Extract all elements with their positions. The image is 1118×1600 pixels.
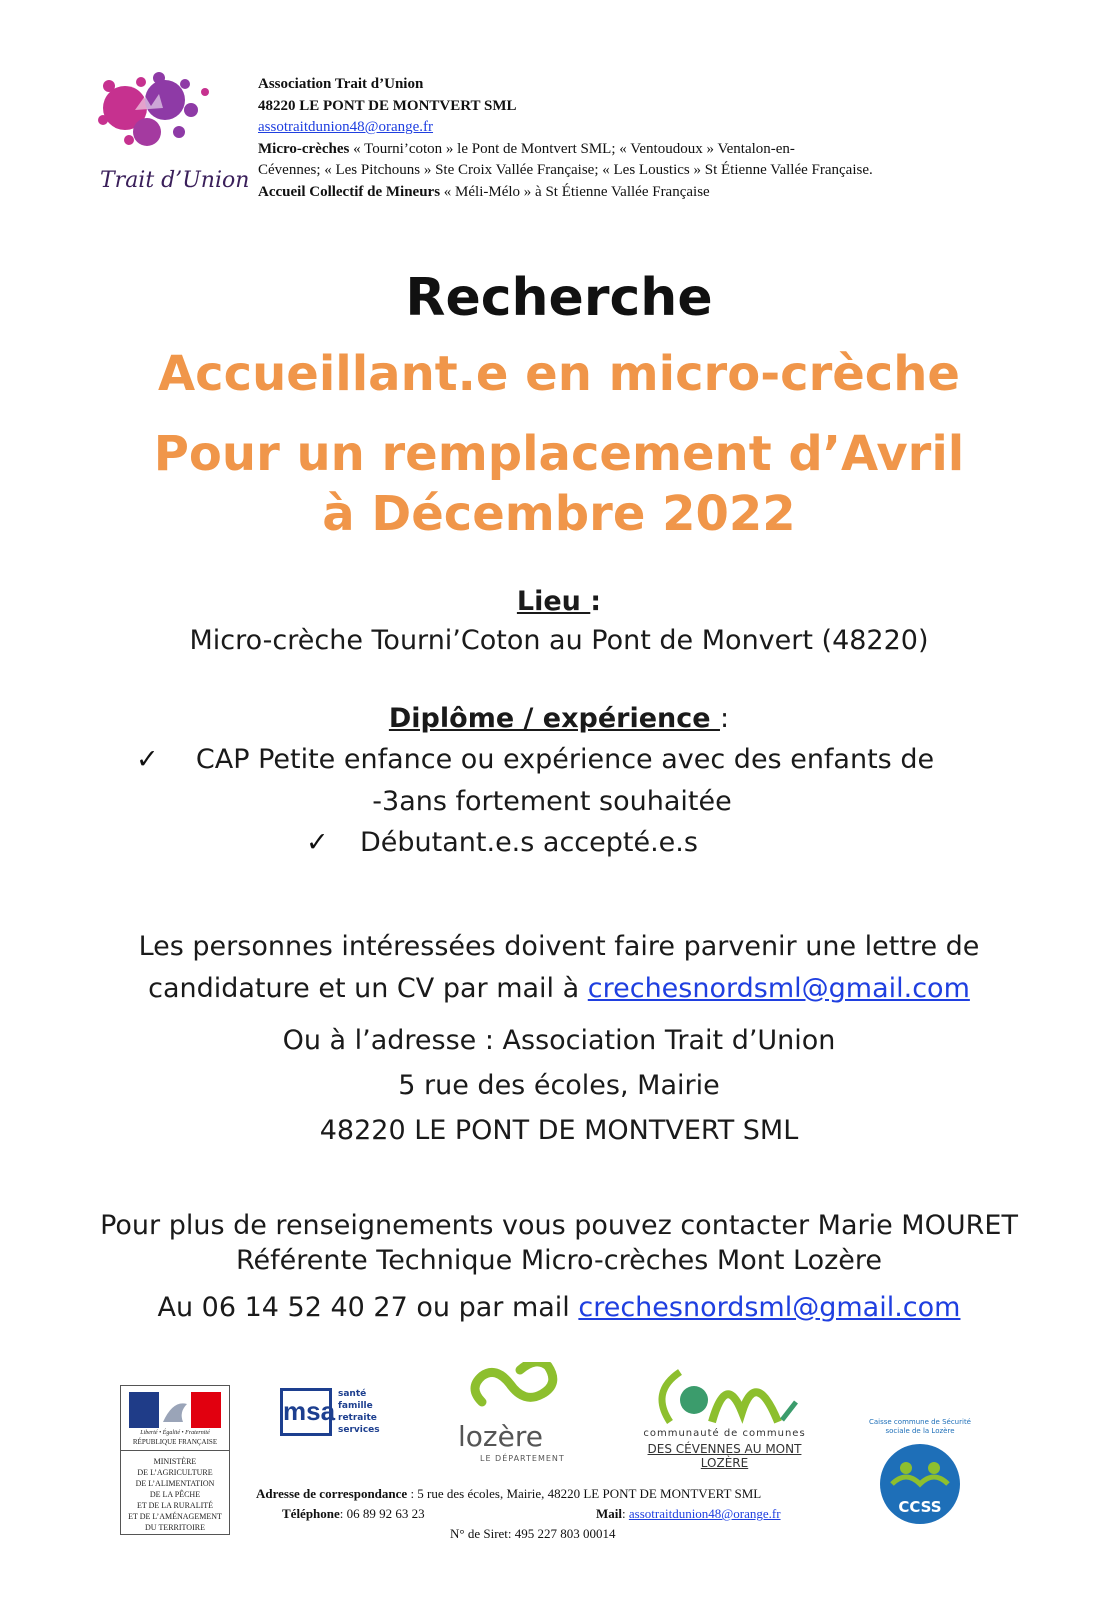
corr-text: : 5 rue des écoles, Mairie, 48220 LE PONT DE MONTVERT SML	[407, 1486, 762, 1501]
org-address: 48220 LE PONT DE MONTVERT SML	[258, 97, 517, 114]
acm-label: Accueil Collectif de Mineurs	[258, 183, 441, 200]
corr-line	[256, 1486, 761, 1502]
corr-label: Adresse de correspondance	[256, 1486, 408, 1501]
ministere-line: MINISTÈRE	[153, 1457, 197, 1466]
lieu-label: Lieu	[516, 586, 591, 617]
lieu-heading	[0, 586, 1118, 617]
ministere-line: DE L’AGRICULTURE	[137, 1468, 213, 1477]
acm-text: « Méli-Mélo » à St Étienne Vallée Française	[440, 183, 710, 200]
title-line1: Accueillant.e en micro-crèche	[158, 346, 960, 402]
ministere-line: DU TERRITOIRE	[145, 1523, 205, 1532]
candidature-line1: Les personnes intéressées doivent faire parvenir une lettre de	[138, 931, 980, 962]
contact-line3	[0, 1292, 1118, 1323]
ccss-logo	[860, 1418, 980, 1538]
ministere-logo	[120, 1385, 230, 1535]
title-main: Recherche	[405, 268, 713, 328]
rf-name: RÉPUBLIQUE FRANÇAISE	[132, 1438, 218, 1446]
contact-line1: Pour plus de renseignements vous pouvez contacter Marie MOURET	[100, 1210, 1018, 1241]
contact-phone-text: Au 06 14 52 40 27 ou par mail	[157, 1292, 579, 1323]
msa-letters: msa	[280, 1388, 332, 1436]
ccss-ring-text: Caisse commune de Sécurité sociale de la Lozère	[868, 1418, 971, 1435]
msa-taglines	[338, 1388, 380, 1436]
lozere-name: lozère	[458, 1420, 543, 1453]
tel-line	[282, 1506, 425, 1522]
cc-line1: communauté de communes	[643, 1428, 806, 1439]
ministere-line: DE L’ALIMENTATION	[135, 1479, 215, 1488]
siret: N° de Siret: 495 227 803 00014	[450, 1526, 616, 1541]
ccss-abbr: CCSS	[898, 1498, 942, 1516]
org-name: Association Trait d’Union	[258, 76, 424, 92]
diplome-colon: :	[719, 703, 730, 734]
check-icon: ✓	[306, 827, 329, 858]
lozere-logo	[452, 1362, 582, 1462]
msa-logo	[280, 1388, 390, 1440]
paint-hands-icon	[95, 70, 245, 170]
check-icon: ✓	[136, 744, 159, 775]
address-line1: Ou à l’adresse : Association Trait d’Union	[282, 1025, 836, 1056]
msa-tagline: famille	[338, 1401, 373, 1411]
microcreches-line1: « Tourni’coton » le Pont de Montvert SML; « Ventoudoux » Ventalon-en-	[349, 140, 795, 157]
msa-tagline: services	[338, 1425, 380, 1435]
diplome-item2: Débutant.e.s accepté.e.s	[360, 827, 698, 858]
ministere-text	[123, 1456, 227, 1533]
msa-tagline: retraite	[338, 1413, 377, 1423]
tel-value: : 06 89 92 63 23	[339, 1506, 425, 1521]
tel-label: Téléphone	[282, 1506, 340, 1521]
cc-line2: DES CÉVENNES AU MONT LOZÈRE	[647, 1442, 802, 1470]
logo-caption: Trait d’Union	[100, 168, 250, 193]
lieu-colon: :	[590, 586, 602, 617]
title-line3: à Décembre 2022	[322, 486, 796, 542]
lozere-infinity-icon	[452, 1362, 582, 1424]
contact-line2: Référente Technique Micro-crèches Mont Lozère	[236, 1245, 882, 1276]
footer-mail-link[interactable]: assotraitdunion48@orange.fr	[628, 1506, 781, 1521]
mountains-icon	[632, 1362, 817, 1428]
ministere-line: ET DE LA RURALITÉ	[136, 1501, 214, 1510]
marianne-flag-icon	[129, 1392, 221, 1428]
msa-tagline: santé	[338, 1389, 367, 1399]
candidature-line2-prefix: candidature et un CV par mail à	[148, 973, 588, 1004]
lozere-sub: LE DÉPARTEMENT	[480, 1454, 565, 1463]
microcreches-line2: Cévennes; « Les Pitchouns » Ste Croix Vallée Française; « Les Loustics » St Étienne Vallée Française.	[258, 162, 873, 178]
contact-email-link[interactable]: crechesnordsml@gmail.com	[578, 1292, 961, 1323]
diplome-label: Diplôme / expérience	[388, 703, 720, 734]
diplome-heading	[0, 703, 1118, 734]
rf-motto: Liberté • Égalité • Fraternité	[140, 1430, 210, 1436]
mail-line: Mail: assotraitdunion48@orange.fr	[596, 1506, 781, 1521]
mail-label: Mail	[596, 1506, 622, 1521]
ccml-logo	[632, 1362, 817, 1470]
ccss-emblem-icon	[860, 1418, 980, 1538]
microcreches-label: Micro-crèches	[258, 140, 350, 157]
diplome-item1-line1: CAP Petite enfance ou expérience avec des enfants de	[195, 744, 935, 775]
address-line2: 5 rue des écoles, Mairie	[398, 1070, 720, 1101]
candidature-email-link[interactable]: crechesnordsml@gmail.com	[587, 973, 970, 1004]
lieu-value: Micro-crèche Tourni’Coton au Pont de Monvert (48220)	[189, 625, 929, 656]
org-email-link[interactable]: assotraitdunion48@orange.fr	[258, 119, 434, 135]
diplome-item1-line2: -3ans fortement souhaitée	[372, 786, 732, 817]
candidature-line2	[0, 973, 1118, 1004]
address-line3: 48220 LE PONT DE MONTVERT SML	[319, 1115, 799, 1146]
ministere-line: ET DE L’AMÉNAGEMENT	[128, 1512, 222, 1521]
title-line2: Pour un remplacement d’Avril	[153, 426, 965, 482]
header-info	[258, 74, 873, 203]
ministere-line: DE LA PÊCHE	[149, 1490, 201, 1499]
